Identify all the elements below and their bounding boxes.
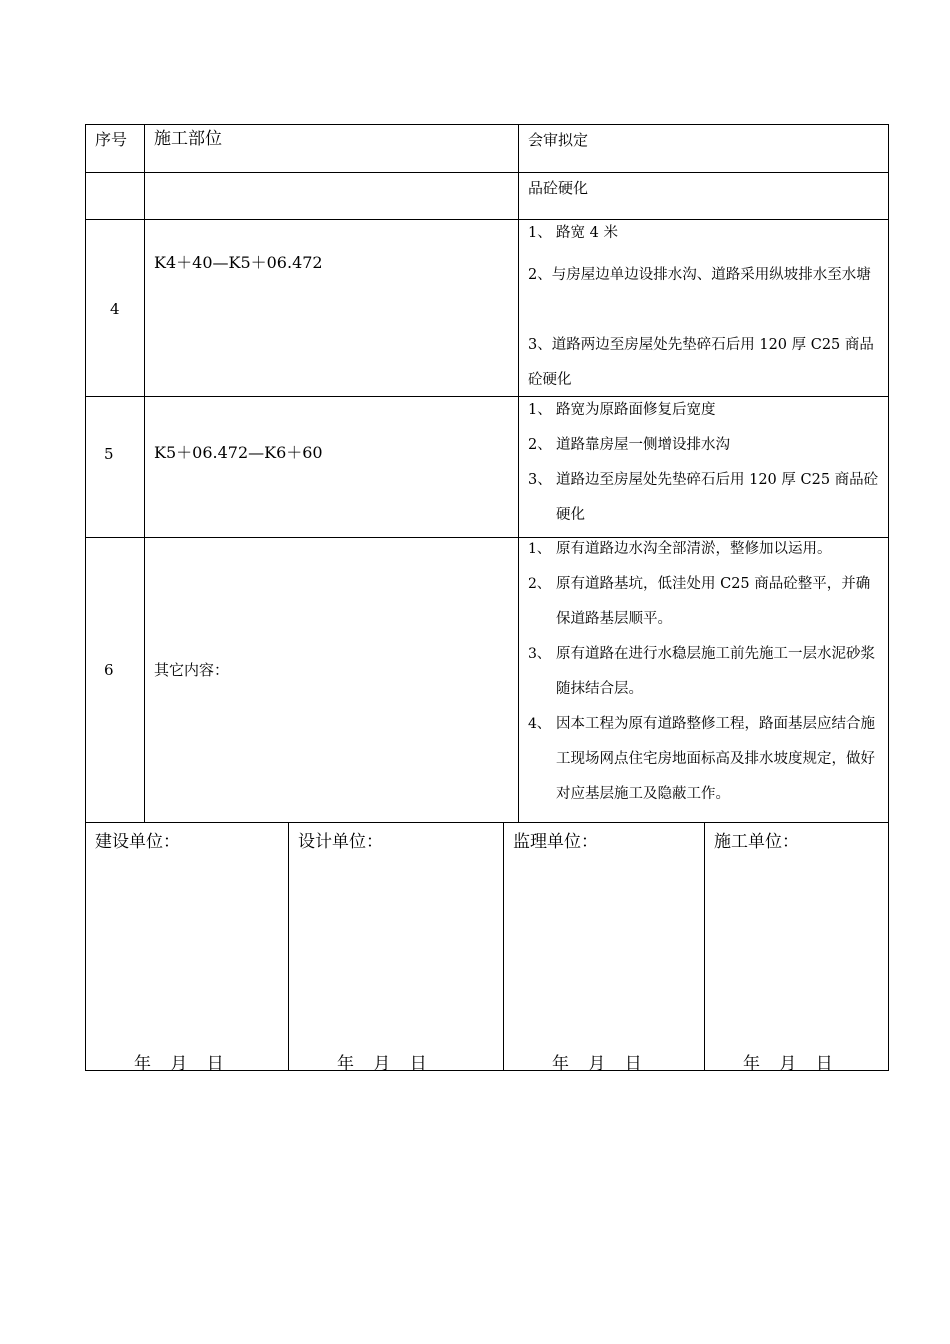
table-header-row bbox=[85, 124, 889, 172]
signature-label: 建设单位： bbox=[95, 832, 180, 852]
header-decision: 会审拟定 bbox=[528, 131, 589, 149]
signature-supervisor bbox=[503, 823, 704, 1074]
signature-construction-owner bbox=[86, 823, 288, 1074]
signature-contractor bbox=[704, 823, 888, 1074]
signature-block bbox=[85, 822, 889, 1074]
signature-date: 年 月 日 bbox=[134, 1054, 224, 1074]
list-item-text: 2、与房屋边单边设排水沟、道路采用纵坡排水至水塘 bbox=[528, 267, 871, 283]
row-location: 其它内容： bbox=[154, 661, 230, 679]
signature-label: 设计单位： bbox=[298, 832, 383, 852]
continued-decision: 品砼硬化 bbox=[528, 179, 589, 197]
list-item: 3、 道路边至房屋处先垫碎石后用 120 厚 C25 商品砼硬化 bbox=[528, 472, 879, 523]
list-item: 2、 原有道路基坑，低洼处用 C25 商品砼整平，并确保道路基层顺平。 bbox=[528, 576, 871, 627]
signature-date: 年 月 日 bbox=[743, 1054, 833, 1074]
table-row: 4 K4＋40—K5＋06.472 1、 路宽 4 米 2、与房屋边单边设排水沟、道路采用纵坡排水至水塘 3、道路两边至房屋处先垫碎石后用 120 厚 C25 商品砼硬化 bbox=[85, 219, 889, 396]
list-item: 4、 因本工程为原有道路整修工程，路面基层应结合施工现场网点住宅房地面标高及排水坡度规定，做好对应基层施工及隐蔽工作。 bbox=[528, 716, 875, 802]
row-seq: 4 bbox=[110, 300, 120, 318]
table-row-continued bbox=[85, 172, 889, 219]
signature-date: 年 月 日 bbox=[552, 1054, 642, 1074]
signature-designer bbox=[288, 823, 503, 1074]
list-item: 3、 原有道路在进行水稳层施工前先施工一层水泥砂浆随抹结合层。 bbox=[528, 646, 875, 697]
row-seq: 6 bbox=[104, 661, 114, 679]
header-seq: 序号 bbox=[95, 130, 128, 149]
header-location: 施工部位 bbox=[154, 129, 222, 149]
review-table bbox=[85, 124, 889, 822]
row-seq: 5 bbox=[104, 445, 114, 463]
table-row: 5 K5＋06.472—K6＋60 1、 路宽为原路面修复后宽度 2、 道路靠房屋一侧增设排水沟 3、 道路边至房屋处先垫碎石后用 120 厚 C25 商品砼硬化 bbox=[85, 396, 889, 537]
table-row: 6 其它内容： 1、 原有道路边水沟全部清淤，整修加以运用。 2、 原有道路基坑，低洼处用 C25 商品砼整平，并确保道路基层顺平。 3、 原有道路在进行水稳层施工前先施工一层水泥砂浆随抹结合层。 4、 因本工程为原有道路整修工程，路面基层应结合施工现场网点住宅房地面标高及排水坡度规定，做好对应基层施工及隐蔽工作。 bbox=[85, 537, 889, 822]
signature-date: 年 月 日 bbox=[337, 1054, 427, 1074]
signature-label: 施工单位： bbox=[714, 832, 799, 852]
row-location: K5＋06.472—K6＋60 bbox=[154, 443, 323, 462]
row-location: K4＋40—K5＋06.472 bbox=[154, 253, 323, 272]
signature-label: 监理单位： bbox=[513, 832, 598, 852]
list-item-text: 3、道路两边至房屋处先垫碎石后用 120 厚 C25 商品砼硬化 bbox=[528, 337, 874, 388]
